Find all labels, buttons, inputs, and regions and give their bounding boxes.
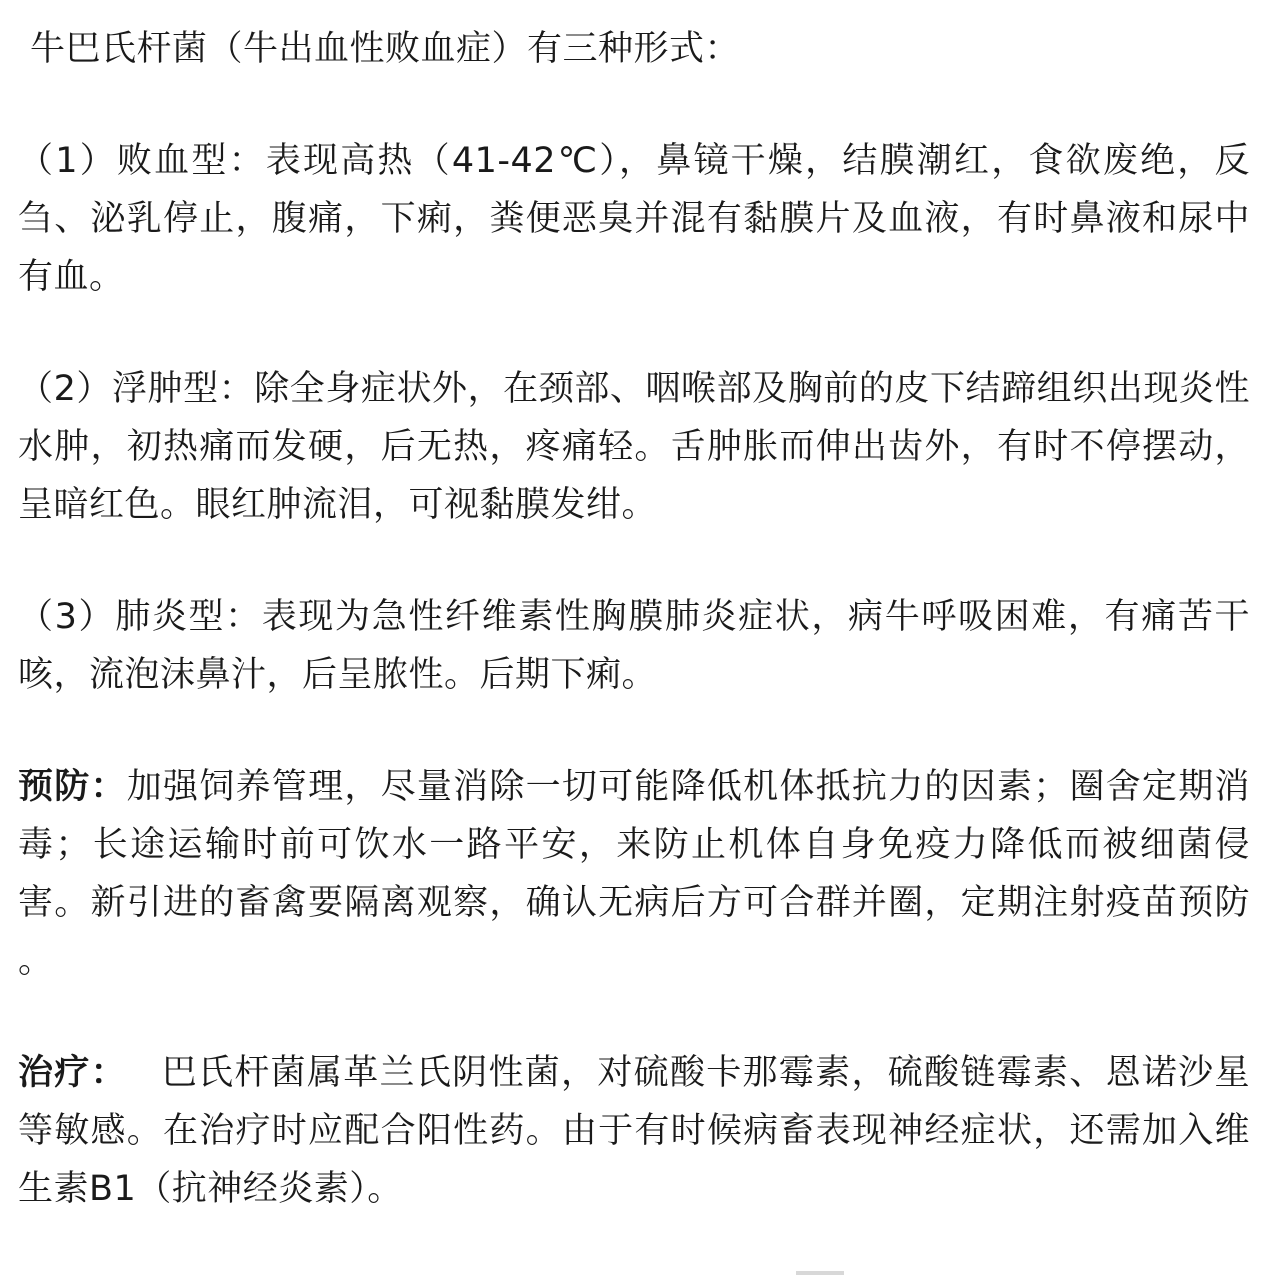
sepsis-type-paragraph: （1）败血型：表现高热（41-42℃），鼻镜干燥，结膜潮红，食欲废绝，反刍、泌乳停止，腹痛，下痢，粪便恶臭并混有黏膜片及血液，有时鼻液和尿中有血。 (18, 141, 1250, 297)
edema-type-paragraph: （2）浮肿型：除全身症状外，在颈部、咽喉部及胸前的皮下结蹄组织出现炎性水肿，初热痛而发硬，后无热，疼痛轻。舌肿胀而伸出齿外，有时不停摆动，呈暗红色。眼红肿流泪，可视黏膜发绀。 (18, 369, 1250, 525)
scroll-indicator (796, 1271, 844, 1275)
prevention-paragraph (18, 758, 1250, 990)
treatment-label: 治疗： (18, 1053, 127, 1093)
pneumonia-type-paragraph: （3）肺炎型：表现为急性纤维素性胸膜肺炎症状，病牛呼吸困难，有痛苦干咳，流泡沫鼻汁，后呈脓性。后期下痢。 (18, 597, 1250, 695)
article-body (18, 20, 1250, 1218)
intro-paragraph: 牛巴氏杆菌（牛出血性败血症）有三种形式： (30, 29, 741, 69)
treatment-paragraph (18, 1044, 1250, 1218)
prevention-text: 加强饲养管理，尽量消除一切可能降低机体抵抗力的因素；圈舍定期消毒；长途运输时前可饮水一路平安，来防止机体自身免疫力降低而被细菌侵害。新引进的畜禽要隔离观察，确认无病后方可合群并圈，定期注射疫苗预防 。 (18, 767, 1250, 981)
treatment-text: 巴氏杆菌属革兰氏阴性菌，对硫酸卡那霉素，硫酸链霉素、恩诺沙星等敏感。在治疗时应配合阳性药。由于有时候病畜表现神经症状，还需加入维生素B1（抗神经炎素）。 (18, 1053, 1250, 1209)
prevention-label: 预防： (18, 767, 127, 807)
